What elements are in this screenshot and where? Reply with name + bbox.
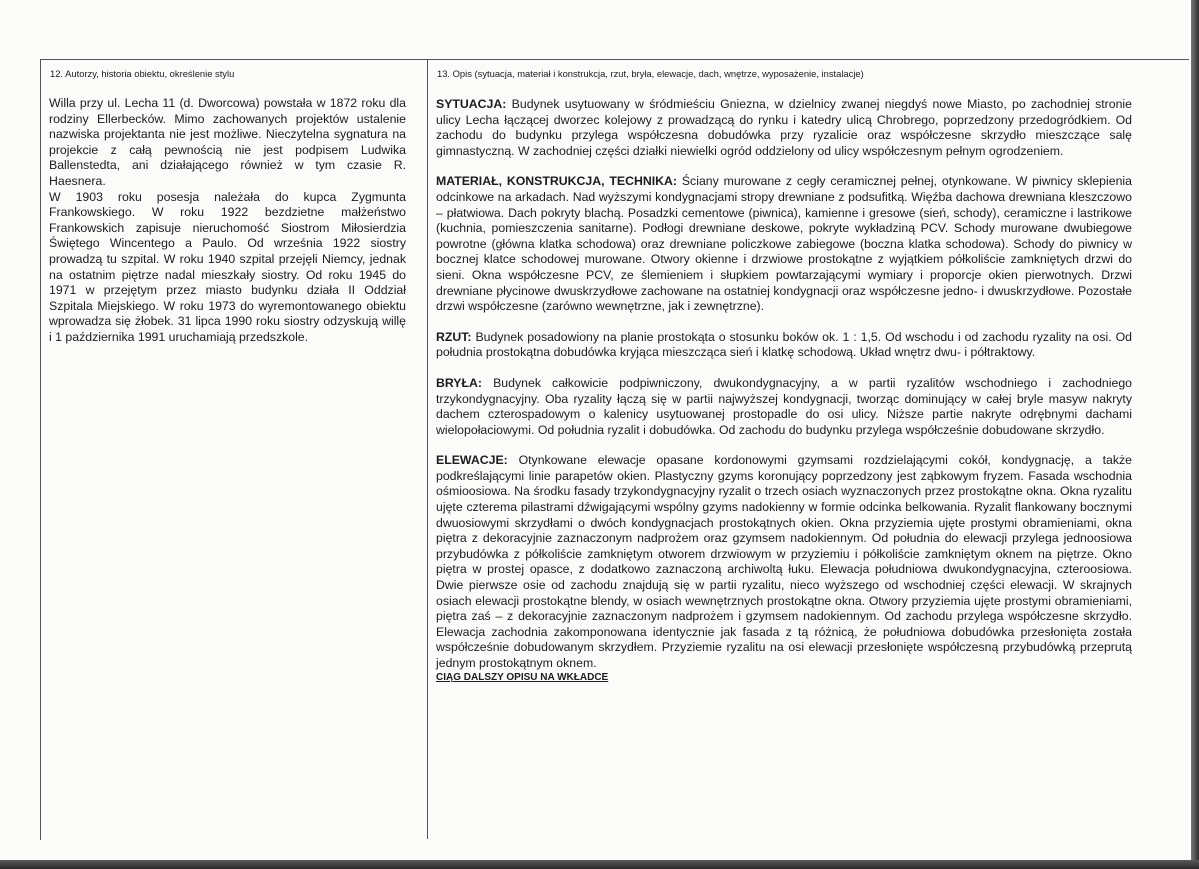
section-bryla — [436, 376, 1132, 438]
section-label: MATERIAŁ, KONSTRUKCJA, TECHNIKA: — [436, 174, 678, 189]
history-text — [49, 96, 406, 346]
section-text: Budynek usytuowany w śródmieściu Gniezna, w dzielnicy zwanej niegdyś nowe Miasto, po zachodniej stronie ulicy Lecha łączącej dworzec kolejowy z prowadzącą do rynku i katedry ulicą Chrobrego, poprzedzony przedogródkiem. Od zachodu do budynku przylega współczesna dobudówka przy ryzalicie oraz współczesne skrzydło mieszczące salę gimnastyczną. W zachodniej części działki niewielki ogród oddzielony od ulicy współczesnym pełnym ogrodzeniem. — [436, 97, 1132, 158]
section-sytuacja — [436, 97, 1132, 159]
section-text: Budynek posadowiony na planie prostokąta o stosunku boków ok. 1 : 1,5. Od wschodu i od zachodu ryzality na osi. Od południa prostokątna dobudówka kryjąca mieszcząca sień i klatkę schodową. Układ wnętrz dwu- i półtraktowy. — [436, 329, 1132, 360]
history-paragraph: W 1903 roku posesja należała do kupca Zygmunta Frankowskiego. W roku 1922 bezdzietne małżeństwo Frankowskich zapisuje nieruchomość Siostrom Miłosierdzia Świętego Wincentego a Paulo. Od września 1922 siostry prowadzą tu szpital. W roku 1940 szpital przejęli Niemcy, jednak na ostatnim piętrze nadal mieszkały siostry. Od roku 1945 do 1971 w przejętym przez miasto budynku działa II Oddział Szpitala Miejskiego. W roku 1973 do wyremontowanego obiektu wprowadza się żłobek. 31 lipca 1990 roku siostry odzyskują willę i 1 października 1991 uruchamiają przedszkole. — [49, 189, 406, 344]
section-rzut — [436, 330, 1132, 361]
section-label: SYTUACJA: — [436, 97, 507, 111]
continuation-note: CIĄG DALSZY OPISU NA WKŁADCE — [436, 671, 609, 683]
history-paragraph: Willa przy ul. Lecha 11 (d. Dworcowa) powstała w 1872 roku dla rodziny Ellerbecków. Mimo zachowanych projektów ustalenie nazwiska projektanta nie jest możliwe. Nieczytelna sygnatura na projekcie z całą pewnością nie jest podpisem Ludwika Ballenstedta, ani działającego również w tym czasie R. Haesnera. — [49, 96, 406, 188]
section-elewacje — [436, 453, 1132, 671]
section-text: Ściany murowane z cegły ceramicznej pełnej, otynkowane. W piwnicy sklepienia odcinkowe na arkadach. Nad wyższymi kondygnacjami stropy drewniane z podsufitką. Więźba dachowa drewniana kleszczowo – płatwiowa. Dach pokryty blachą. Posadzki cementowe (piwnica), kamienne i gresowe (sień, schody), ceramiczne i lastrikowe (kuchnia, pomieszczenia sanitarne). Podłogi drewniane deskowe, pokryte wykładziną PCV. Schody murowane dwubiegowe powrotne (główna klatka schodowa) oraz drewniane policzkowe zabiegowe (boczna klatka schodowa). Schody do piwnicy w bocznej klatce schodowej murowane. Otwory okienne i drzwiowe prostokątne z wyjątkiem półkoliście zamkniętych drzwi do sieni. Okna współczesne PCV, ze ślemieniem i słupkiem powtarzającymi wymiary i proporcje okien pierwotnych. Drzwi drewniane płycinowe dwuskrzydłowe zachowane na ostatniej kondygnacji oraz współczesne jedno- i dwuskrzydłowe. Pozostałe drzwi współczesne (zarówno wewnętrzne, jak i zewnętrzne). — [436, 174, 1132, 314]
section-text: Otynkowane elewacje opasane kordonowymi gzymsami rozdzielającymi cokół, kondygnację, a także podkreślającymi linie parapetów okien. Plastyczny gzyms koronujący poprzedzony jest ząbkowym fryzem. Fasada wschodnia ośmioosiowa. Na środku fasady trzykondygnacyjny ryzalit o trzech osiach wyznaczonych przez prostokątne okna. Okna ryzalitu ujęte czterema pilastrami dźwigającymi wspólny gzyms nadokienny w formie odcinka belkowania. Ryzalit flankowany bocznymi dwuosiowymi skrzydłami o dwóch kondygnacjach prostokątnych okien. Okna przyziemia ujęte prostymi obramieniami, okna piętra z dekoracyjnie zaznaczonym nadprożem oraz gzymsem nadokiennym. Od południa do elewacji przylega jednoosiowa przybudówka z półkoliście zamkniętym otworem drzwiowym w przyziemiu i półkoliście zamkniętym oknem na piętrze. Okno piętra w prostej opasce, z dodatkowo zaznaczoną archiwoltą łuku. Elewacja południowa dwukondygnacyjna, czteroosiowa. Dwie pierwsze osie od zachodu znajdują się w partii ryzalitu, nieco wyższego od wschodniej części elewacji. W skrajnych osiach elewacji prostokątne blendy, w osiach wewnętrznych prostokątne okna. Otwory przyziemia ujęte prostymi obramieniami, piętra zaś – z dekoracyjnie zaznaczonym nadprożem i gzymsem nadokiennym. Od zachodu przylega współczesne skrzydło. Elewacja zachodnia zakomponowana identycznie jak fasada z tą różnicą, że południowa dobudówka przesłonięta została współcześnie dobudowanym skrzydłem. Przyziemie ryzalitu na osi elewacji przesłonięte współczesną przybudówką przeprutą jednym prostokątnym oknem. — [436, 453, 1132, 670]
section-material — [436, 174, 1132, 314]
scan-edge-right — [1191, 0, 1199, 869]
section-13-header: 13. Opis (sytuacja, materiał i konstrukcja, rzut, bryła, elewacje, dach, wnętrze, wyposażenie, instalacje) — [437, 68, 864, 79]
column-divider — [427, 59, 428, 839]
section-label: RZUT: — [436, 329, 472, 344]
scan-edge-bottom — [0, 860, 1199, 869]
section-12-header: 12. Autorzy, historia obiektu, określenie stylu — [50, 68, 235, 79]
section-label: ELEWACJE: — [436, 453, 508, 468]
description-text — [436, 97, 1132, 684]
section-label: BRYŁA: — [436, 375, 482, 390]
section-text: Budynek całkowicie podpiwniczony, dwukondygnacyjny, a w partii ryzalitów wschodniego i zachodniego trzykondygnacyjny. Oba ryzality łączą się w partii najwyższej kondygnacji, tworząc dominujący w całej bryle masyw nakryty dachem czterospadowym o kalenicy usytuowanej prostopadle do osi ulicy. Niższe partie nakryte odrębnymi dachami wielopołaciowymi. Od południa ryzalit i dobudówka. Od zachodu do budynku przylega współcześnie dobudowane skrzydło. — [436, 375, 1133, 437]
